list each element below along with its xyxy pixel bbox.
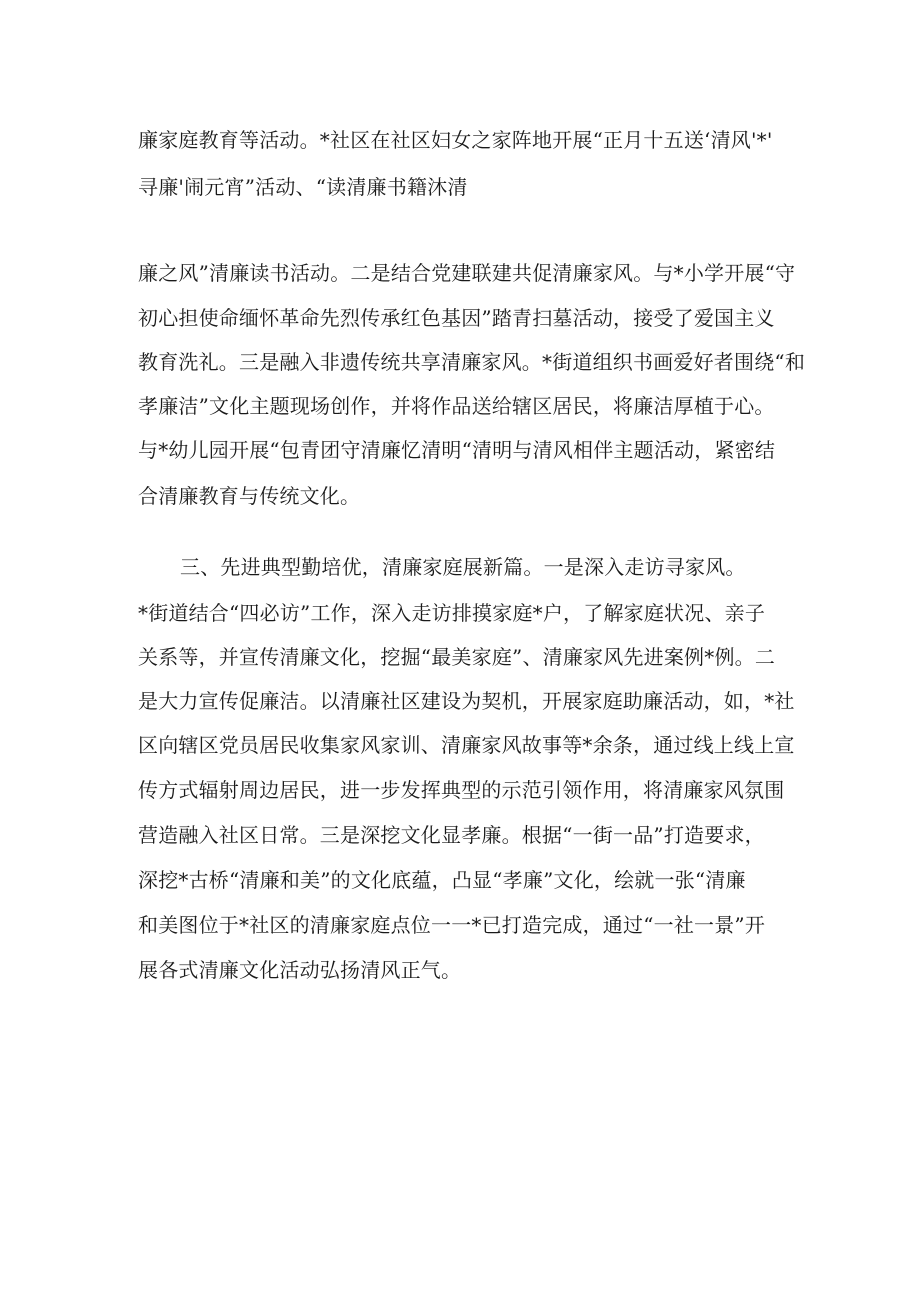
paragraph-line: 营造融入社区日常。三是深挖文化显孝廉。根据“一街一品”打造要求， (138, 823, 765, 847)
paragraph-line: 区向辖区党员居民收集家风家训、清廉家风故事等*余条，通过线上线上宣 (138, 733, 795, 757)
paragraph-line: 教育洗礼。三是融入非遗传统共享清廉家风。*街道组织书画爱好者围绕“和 (138, 350, 806, 374)
paragraph-line: 初心担使命缅怀革命先烈传承红色基因”踏青扫墓活动，接受了爱国主义 (138, 306, 775, 330)
paragraph-line: 孝廉洁”文化主题现场创作，并将作品送给辖区居民，将廉洁厚植于心。 (138, 394, 775, 418)
section-heading-line: 三、先进典型勤培优，清廉家庭展新篇。一是深入走访寻家风。 (180, 555, 746, 579)
paragraph-line: 关系等，并宣传清廉文化，挖掘“最美家庭”、清廉家风先进案例*例。二 (138, 645, 776, 669)
paragraph-line: 展各式清廉文化活动弘扬清风正气。 (138, 958, 462, 982)
paragraph-line: 是大力宣传促廉洁。以清廉社区建设为契机，开展家庭助廉活动，如，*社 (138, 689, 795, 713)
paragraph-line: 与*幼儿园开展“包青团守清廉忆清明“清明与清风相伴主题活动，紧密结 (138, 438, 776, 462)
paragraph-line: 寻廉'闹元宵”活动、“读清廉书籍沐清 (138, 175, 468, 199)
paragraph-line: 和美图位于*社区的清廉家庭点位一一*已打造完成，通过“一社一景”开 (138, 913, 766, 937)
paragraph-line: 传方式辐射周边居民，进一步发挥典型的示范引领作用，将清廉家风氛围 (138, 778, 785, 802)
paragraph-line: 合清廉教育与传统文化。 (138, 484, 361, 508)
paragraph-line: 深挖*古桥“清廉和美”的文化底蕴，凸显“孝廉”文化，绘就一张“清廉 (138, 868, 746, 892)
paragraph-line: 廉家庭教育等活动。*社区在社区妇女之家阵地开展“正月十五送‘清风'*' (138, 128, 773, 152)
paragraph-line: 廉之风”清廉读书活动。二是结合党建联建共促清廉家风。与*小学开展“守 (138, 261, 796, 285)
paragraph-line: *街道结合“四必访”工作，深入走访排摸家庭*户，了解家庭状况、亲子 (138, 601, 766, 625)
